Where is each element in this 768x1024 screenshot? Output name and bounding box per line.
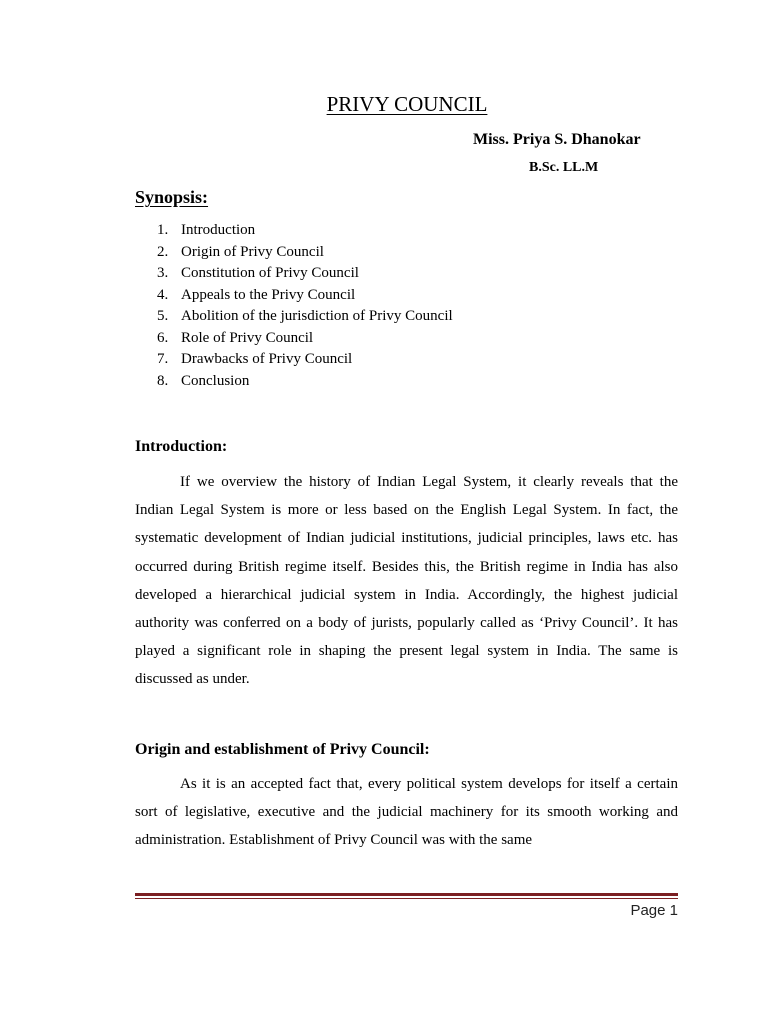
- synopsis-item-text: Appeals to the Privy Council: [181, 286, 356, 303]
- synopsis-item-number: 2.: [157, 243, 169, 260]
- introduction-paragraph: If we overview the history of Indian Legal System, it clearly reveals that the Indian Legal System is more or less based on the English Legal System. In fact, the systematic development of Indian judicial institutions, judicial principles, laws etc. has occurred during British regime itself. Besides this, the British regime in India has also developed a hierarchical judicial system in India. Accordingly, the highest judicial authority was conferred on a body of jurists, popularly called as ‘Privy Council’. It has played a significant role in shaping the present legal system in India. The same is discussed as under.: [135, 474, 678, 688]
- synopsis-item: [157, 306, 453, 328]
- synopsis-item-text: Introduction: [181, 222, 256, 238]
- synopsis-item: [157, 242, 453, 264]
- synopsis-heading: Synopsis:: [135, 187, 209, 207]
- synopsis-item-text: Conclusion: [181, 372, 250, 389]
- synopsis-item: [157, 285, 453, 307]
- synopsis-item-text: Drawbacks of Privy Council: [181, 351, 353, 367]
- synopsis-item-text: Constitution of Privy Council: [181, 265, 359, 281]
- introduction-heading: Introduction:: [135, 438, 228, 455]
- synopsis-item-text: Abolition of the jurisdiction of Privy Council: [181, 308, 453, 324]
- synopsis-list: [157, 220, 453, 392]
- origin-paragraph: As it is an accepted fact that, every political system develops for itself a certain sort of legislative, executive and the judicial machinery for its smooth working and administration. Establishment of Privy Council was with the same: [135, 776, 678, 849]
- synopsis-item-number: 7.: [157, 351, 169, 367]
- synopsis-item: [157, 371, 453, 393]
- synopsis-item-number: 3.: [157, 265, 169, 281]
- synopsis-item-number: 4.: [157, 286, 169, 303]
- footer-rule: [135, 893, 678, 896]
- synopsis-item: [157, 263, 453, 285]
- synopsis-item-text: Role of Privy Council: [181, 329, 314, 346]
- synopsis-item: [157, 220, 453, 242]
- synopsis-item-number: 6.: [157, 329, 169, 346]
- author-name: Miss. Priya S. Dhanokar: [473, 131, 641, 148]
- synopsis-item: [157, 328, 453, 350]
- author-degree: B.Sc. LL.M: [529, 160, 599, 175]
- synopsis-item-text: Origin of Privy Council: [181, 243, 324, 260]
- origin-heading: Origin and establishment of Privy Council:: [135, 741, 430, 758]
- synopsis-item-number: 5.: [157, 308, 169, 324]
- page-number: Page 1: [630, 902, 678, 919]
- synopsis-item-number: 1.: [157, 222, 169, 238]
- synopsis-item-number: 8.: [157, 372, 169, 389]
- footer-rule-thin: [135, 898, 678, 899]
- synopsis-item: [157, 349, 453, 371]
- document-title: PRIVY COUNCIL: [326, 92, 488, 116]
